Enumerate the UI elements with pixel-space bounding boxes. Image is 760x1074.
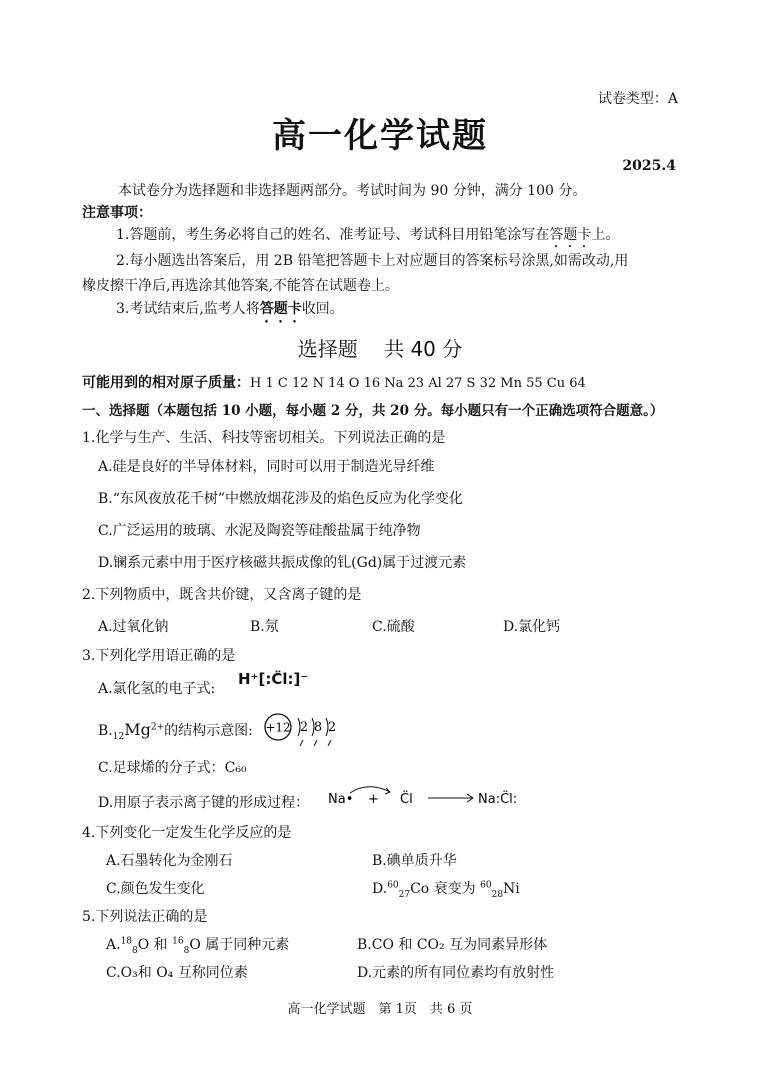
atomic-mass-label: 可能用到的相对原子质量： bbox=[82, 375, 250, 391]
shell-ticks bbox=[300, 740, 331, 746]
page-title: 高一化学试题 bbox=[272, 116, 488, 156]
q5-a-mass-1: 18 bbox=[120, 936, 133, 947]
q3-option-c: C.足球烯的分子式：C₆₀ bbox=[98, 760, 247, 776]
shell-3-electrons: 2 bbox=[327, 720, 337, 735]
q3-option-a: A.氯化氢的电子式: bbox=[98, 681, 216, 697]
ionic-bond-formation bbox=[328, 782, 528, 812]
sodium-atom: Na• bbox=[328, 792, 354, 807]
q4-option-b: B.碘单质升华 bbox=[372, 853, 457, 869]
plus-sign: + bbox=[368, 792, 379, 807]
q3-stem: 3.下列化学用语正确的是 bbox=[82, 648, 236, 664]
q3-b-element: Mg bbox=[124, 720, 151, 739]
q5-a-mass-2: 16 bbox=[172, 936, 184, 947]
q3-option-b bbox=[98, 720, 253, 742]
note-3-emphasis: 答题卡 bbox=[259, 301, 302, 317]
q3-b-suffix: 的结构示意图: bbox=[164, 723, 253, 739]
q1-stem: 1.化学与生产、生活、科技等密切相关。下列说法正确的是 bbox=[82, 430, 446, 446]
note-3 bbox=[116, 298, 344, 326]
q4-d-prefix: D. bbox=[372, 881, 388, 897]
q4-option-d bbox=[372, 878, 520, 900]
q5-option-b: B.CO 和 CO₂ 互为同素异形体 bbox=[357, 937, 548, 953]
notes-heading: 注意事项： bbox=[82, 205, 152, 221]
ionic-bond-svg bbox=[328, 782, 528, 812]
q1-option-d: D.镧系元素中用于医疗核磁共振成像的钆(Gd)属于过渡元素 bbox=[98, 555, 467, 571]
structure-diagram-svg bbox=[262, 710, 338, 750]
q3-option-d: D.用原子表示离子键的形成过程： bbox=[98, 795, 310, 811]
q1-option-a: A.硅是良好的半导体材料，同时可以用于制造光导纤维 bbox=[98, 459, 435, 475]
note-2-line-2: 橡皮擦干净后,再选涂其他答案,不能答在试题卷上。 bbox=[82, 278, 399, 294]
q4-d-atomic-2: 28 bbox=[491, 889, 504, 900]
q2-option-b: B.氖 bbox=[250, 619, 279, 635]
q4-d-mass-2: 60 bbox=[480, 880, 492, 891]
atomic-mass-values: H 1 C 12 N 14 O 16 Na 23 Al 27 S 32 Mn 55 Cu 64 bbox=[250, 376, 586, 391]
q2-option-a: A.过氧化钠 bbox=[98, 619, 169, 635]
part-1-heading: 一、选择题（本题包括 10 小题，每小题 2 分，共 20 分。每小题只有一个正确选项符合题意。） bbox=[82, 403, 664, 419]
q4-d-end: Ni bbox=[503, 881, 520, 897]
note-1-end: 上。 bbox=[591, 227, 620, 243]
atomic-mass-line bbox=[82, 372, 586, 392]
q3-b-charge: 2+ bbox=[150, 722, 165, 733]
q1-option-b: B.“东风夜放花千树”中燃放烟花涉及的焰色反应为化学变化 bbox=[98, 491, 464, 507]
q5-a-end: O 属于同种元素 bbox=[189, 937, 290, 953]
q4-d-middle: Co 衰变为 bbox=[410, 881, 476, 897]
paper-type: 试卷类型：A bbox=[597, 91, 678, 107]
q4-option-a: A.石墨转化为金刚石 bbox=[106, 853, 233, 869]
section-title: 选择题 共 40 分 bbox=[297, 337, 463, 361]
q1-option-c: C.广泛运用的玻璃、水泥及陶瓷等硅酸盐属于纯净物 bbox=[98, 523, 421, 539]
note-3-text: 3.考试结束后,监考人将 bbox=[116, 301, 260, 317]
q5-a-middle: O 和 bbox=[137, 937, 168, 953]
q4-stem: 4.下列变化一定发生化学反应的是 bbox=[82, 825, 292, 841]
note-1-text: 1.答题前，考生务必将自己的姓名、准考证号、考试科目用铅笔涂写在 bbox=[116, 227, 550, 243]
exam-date: 2025.4 bbox=[622, 158, 676, 174]
shell-2-electrons: 8 bbox=[313, 720, 323, 735]
q4-option-c: C.颜色发生变化 bbox=[106, 881, 205, 897]
note-2-line-1: 2.每小题选出答案后，用 2B 铅笔把答题卡上对应题目的答案标号涂黑,如需改动,用 bbox=[116, 253, 629, 269]
q2-stem: 2.下列物质中，既含共价键，又含离子键的是 bbox=[82, 587, 362, 603]
sodium-chloride-product: Na:C̈l: bbox=[478, 792, 518, 807]
note-3-end: 收回。 bbox=[301, 301, 344, 317]
q4-d-atomic-1: 27 bbox=[398, 889, 411, 900]
note-1-emphasis: 答题卡 bbox=[549, 227, 592, 243]
q5-option-a bbox=[106, 934, 289, 956]
q2-option-d: D.氯化钙 bbox=[503, 619, 561, 635]
q2-option-c: C.硫酸 bbox=[372, 619, 415, 635]
intro-text: 本试卷分为选择题和非选择题两部分。考试时间为 90 分钟，满分 100 分。 bbox=[118, 183, 587, 199]
q3-b-atomic-number: 12 bbox=[112, 731, 125, 742]
q5-stem: 5.下列说法正确的是 bbox=[82, 909, 208, 925]
q5-a-atomic-1: 8 bbox=[132, 945, 138, 956]
nucleus-charge: +12 bbox=[265, 720, 291, 735]
q5-a-atomic-2: 8 bbox=[183, 945, 190, 956]
chlorine-atom: C̈l bbox=[400, 792, 413, 807]
q3-b-prefix: B. bbox=[98, 723, 113, 739]
shell-1-electrons: 2 bbox=[299, 720, 309, 735]
q5-option-c: C.O₃和 O₄ 互称同位素 bbox=[106, 965, 248, 981]
hcl-electron-formula: H⁺[:C̈l:]⁻ bbox=[238, 670, 309, 688]
mg-ion-structure-diagram bbox=[262, 710, 338, 750]
page-footer: 高一化学试题 第 1页 共 6 页 bbox=[287, 1002, 473, 1017]
q4-d-mass-1: 60 bbox=[387, 880, 399, 891]
q5-a-prefix: A. bbox=[106, 937, 121, 953]
q5-option-d: D.元素的所有同位素均有放射性 bbox=[357, 965, 555, 981]
note-1 bbox=[116, 224, 619, 251]
